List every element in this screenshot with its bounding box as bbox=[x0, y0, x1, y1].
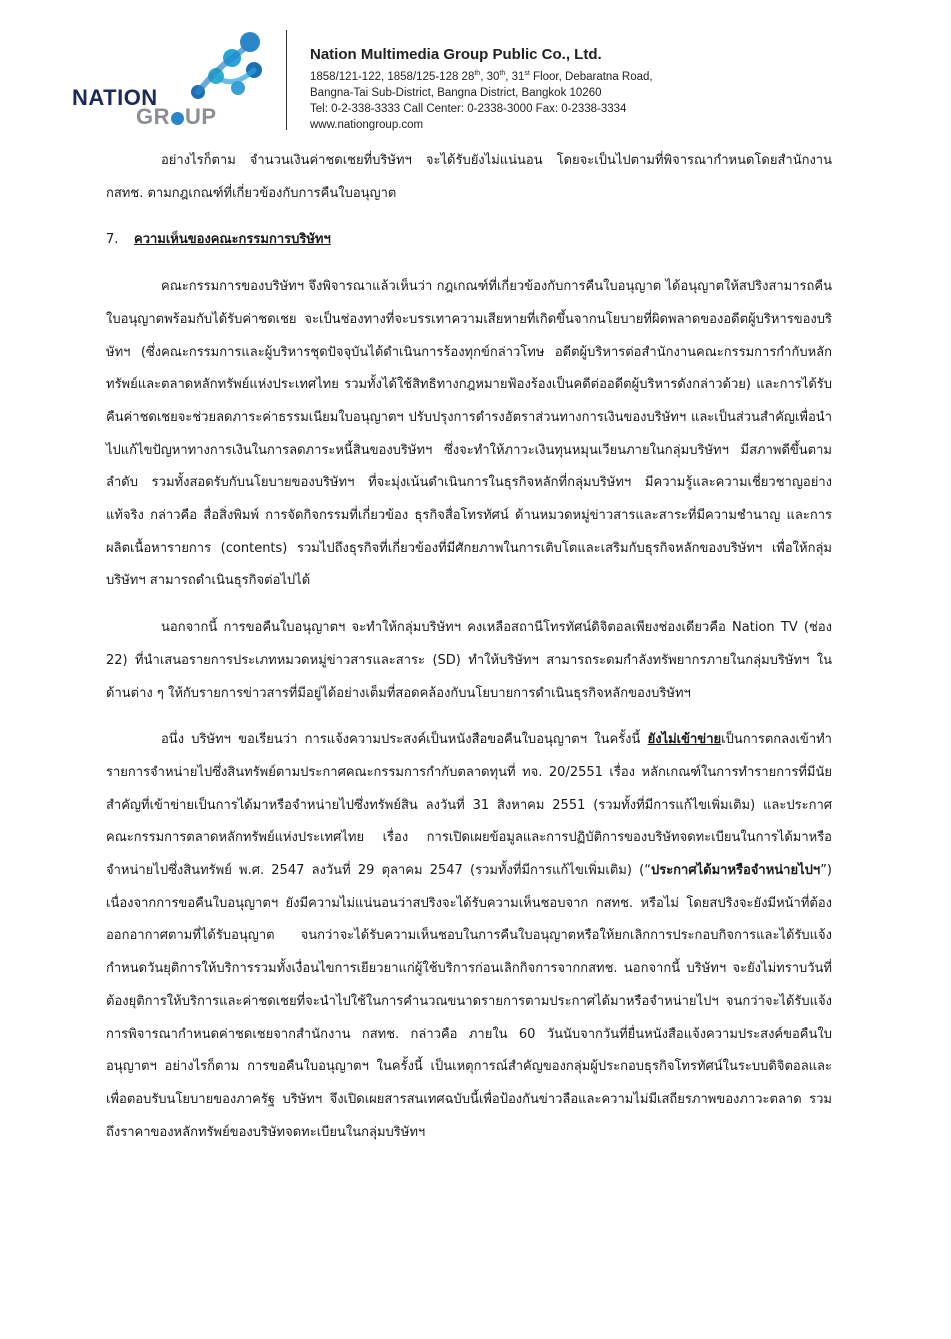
section-title: ความเห็นของคณะกรรมการบริษัทฯ bbox=[134, 232, 331, 248]
section-number: 7. bbox=[106, 232, 119, 248]
company-address-line-2: Bangna-Tai Sub-District, Bangna District, Bangkok 10260 bbox=[310, 86, 602, 99]
company-info bbox=[310, 46, 653, 133]
spacer bbox=[106, 257, 832, 271]
intro-paragraph: อย่างไรก็ตาม จำนวนเงินค่าชดเชยที่บริษัทฯ จะได้รับยังไม่แน่นอน โดยจะเป็นไปตามที่พิจารณากำหนดโดยสำนักงาน กสทช. ตามกฎเกณฑ์ที่เกี่ยวข้องกับการคืนใบอนุญาต bbox=[106, 153, 832, 201]
logo-text-group: GR UP bbox=[136, 104, 217, 129]
company-address-line-1: 1858/121-122, 1858/125-128 28th, 30th, 31st Floor, Debaratna Road, bbox=[310, 70, 653, 83]
emphasis-not-applicable: ยังไม่เข้าข่าย bbox=[647, 732, 722, 748]
letterhead bbox=[0, 0, 951, 150]
paragraph-nation-tv: นอกจากนี้ การขอคืนใบอนุญาตฯ จะทำให้กลุ่มบริษัทฯ คงเหลือสถานีโทรทัศน์ดิจิตอลเพียงช่องเดียวคือ Nation TV (ช่อง 22) ที่นำเสนอรายการประเภทหมวดหมู่ข่าวสารและสาระ (SD) ทำให้บริษัทฯ สามารถระดมกำลังทรัพยากรภายในกลุ่มบริษัทฯ ในด้านต่าง ๆ ให้กับรายการข่าวสารที่มีอยู่ได้อย่างเต็มที่สอดคล้องกับนโยบายการดำเนินธุรกิจหลักของบริษัทฯ bbox=[106, 620, 832, 701]
logo-mark-icon bbox=[172, 30, 272, 110]
spacer bbox=[106, 710, 832, 724]
paragraph-board-opinion: คณะกรรมการของบริษัทฯ จึงพิจารณาแล้วเห็นว่า กฎเกณฑ์ที่เกี่ยวข้องกับการคืนใบอนุญาต ได้อนุญาตให้สปริงสามารถคืนใบอนุญาตพร้อมกับได้รับค่าชดเชย จะเป็นช่องทางที่จะบรรเทาความเสียหายที่เกิดขึ้นจากนโยบายที่ผิดพลาดของอดีตผู้บริหารของบริษัทฯ (ซึ่งคณะกรรมการและผู้บริหารชุดปัจจุบันได้ดำเนินการร้องทุกข์กล่าวโทษ อดีตผู้บริหารต่อสำนักงานคณะกรรมการกำกับหลักทรัพย์และตลาดหลักทรัพย์แห่งประเทศไทย รวมทั้งได้ใช้สิทธิทางกฎหมายฟ้องร้องเป็นคดีต่ออดีตผู้บริหารดังกล่าวด้วย) และการได้รับคืนค่าชดเชยจะช่วยลดภาระค่าธรรมเนียมใบอนุญาตฯ ปรับปรุงการดำรงอัตราส่วนทางการเงินของบริษัทฯ และเป็นส่วนสำคัญเพื่อนำไปแก้ไขปัญหาทางการเงินในการลดภาระหนี้สินของบริษัทฯ ซึ่งจะทำให้ภาวะเงินทุนหมุนเวียนภายในกลุ่มบริษัทฯ มีสภาพดีขึ้นตามลำดับ รวมทั้งสอดรับกับนโยบายของบริษัทฯ ที่จะมุ่งเน้นดำเนินการในธุรกิจหลักที่กลุ่มบริษัทฯ มีความรู้และความเชี่ยวชาญอย่างแท้จริง กล่าวคือ สื่อสิ่งพิมพ์ การจัดกิจกรรมที่เกี่ยวข้อง ธุรกิจสื่อโทรทัศน์ ด้านหมวดหมู่ข่าวสารและสาระที่มีความชำนาญ และการผลิตเนื้อหารายการ (contents) รวมไปถึงธุรกิจที่เกี่ยวข้องที่มีศักยภาพในการเติบโตและเสริมกับธุรกิจหลักของบริษัทฯ เพื่อให้กลุ่มบริษัทฯ สามารถดำเนินธุรกิจต่อไปได้ bbox=[106, 279, 832, 589]
company-website: www.nationgroup.com bbox=[310, 118, 424, 131]
company-name: Nation Multimedia Group Public Co., Ltd. bbox=[310, 46, 602, 63]
document-body bbox=[106, 145, 832, 1149]
paragraph-disclosure: อนึ่ง บริษัทฯ ขอเรียนว่า การแจ้งความประสงค์เป็นหนังสือขอคืนใบอนุญาตฯ ในครั้งนี้ ยังไม่เข้าข่ายเป็นการตกลงเข้าทำรายการจำหน่ายไปซึ่งสินทรัพย์ตามประกาศคณะกรรมการกำกับตลาดทุนที่ ทจ. 20/2551 เรื่อง หลักเกณฑ์ในการทำรายการที่มีนัยสำคัญที่เข้าข่ายเป็นการได้มาหรือจำหน่ายไปซึ่งทรัพย์สิน ลงวันที่ 31 สิงหาคม 2551 (รวมทั้งที่มีการแก้ไขเพิ่มเติม) และประกาศคณะกรรมการตลาดหลักทรัพย์แห่งประเทศไทย เรื่อง การเปิดเผยข้อมูลและการปฏิบัติการของบริษัทจดทะเบียนในการได้มาหรือจำหน่ายไปซึ่งสินทรัพย์ พ.ศ. 2547 ลงวันที่ 29 ตุลาคม 2547 (รวมทั้งที่มีการแก้ไขเพิ่มเติม) (“ประกาศได้มาหรือจำหน่ายไปฯ”) เนื่องจากการขอคืนใบอนุญาตฯ ยังมีความไม่แน่นอนว่าสปริงจะได้รับความเห็นชอบจาก กสทช. หรือไม่ โดยสปริงจะยังมีหน้าที่ต้องออกอากาศตามที่ได้รับอนุญาต จนกว่าจะได้รับความเห็นชอบในการคืนใบอนุญาตหรือให้ยกเลิกการประกอบกิจการและได้รับแจ้งกำหนดวันยุติการให้บริการรวมทั้งเงื่อนไขการเยียวยาแก่ผู้ใช้บริการก่อนเลิกกิจการจากกสทช. นอกจากนี้ บริษัทฯ จะยังไม่ทราบวันที่ต้องยุติการให้บริการและค่าชดเชยที่จะนำไปใช้ในการคำนวณขนาดรายการตามประกาศได้มาหรือจำหน่ายไปฯ จนกว่าจะได้รับแจ้งการพิจารณากำหนดค่าชดเชยจากสำนักงาน กสทช. กล่าวคือ ภายใน 60 วันนับจากวันที่ยื่นหนังสือแจ้งความประสงค์ขอคืนใบอนุญาตฯ อย่างไรก็ตาม การขอคืนใบอนุญาตฯ ในครั้งนี้ เป็นเหตุการณ์สำคัญของกลุ่มผู้ประกอบธุรกิจโทรทัศน์ในระบบดิจิตอลและเพื่อตอบรับนโยบายของภาครัฐ บริษัทฯ จึงเปิดเผยสารสนเทศฉบับนี้เพื่อป้องกันข่าวลือและความไม่มีเสถียรภาพของภาวะตลาด รวมถึงราคาของหลักทรัพย์ของบริษัทจดทะเบียนในกลุ่มบริษัทฯ bbox=[106, 732, 832, 1140]
company-phone: Tel: 0-2-338-3333 Call Center: 0-2338-3000 Fax: 0-2338-3334 bbox=[310, 102, 627, 115]
spacer bbox=[106, 210, 832, 224]
emphasis-notification-term: ประกาศได้มาหรือจำหน่ายไปฯ bbox=[650, 863, 821, 879]
logo-dot-icon bbox=[171, 112, 184, 125]
section-heading bbox=[106, 224, 832, 257]
logo-text-nation: NATION bbox=[72, 85, 158, 110]
letterhead-divider bbox=[286, 30, 287, 130]
spacer bbox=[106, 598, 832, 612]
nation-group-logo bbox=[64, 30, 274, 130]
